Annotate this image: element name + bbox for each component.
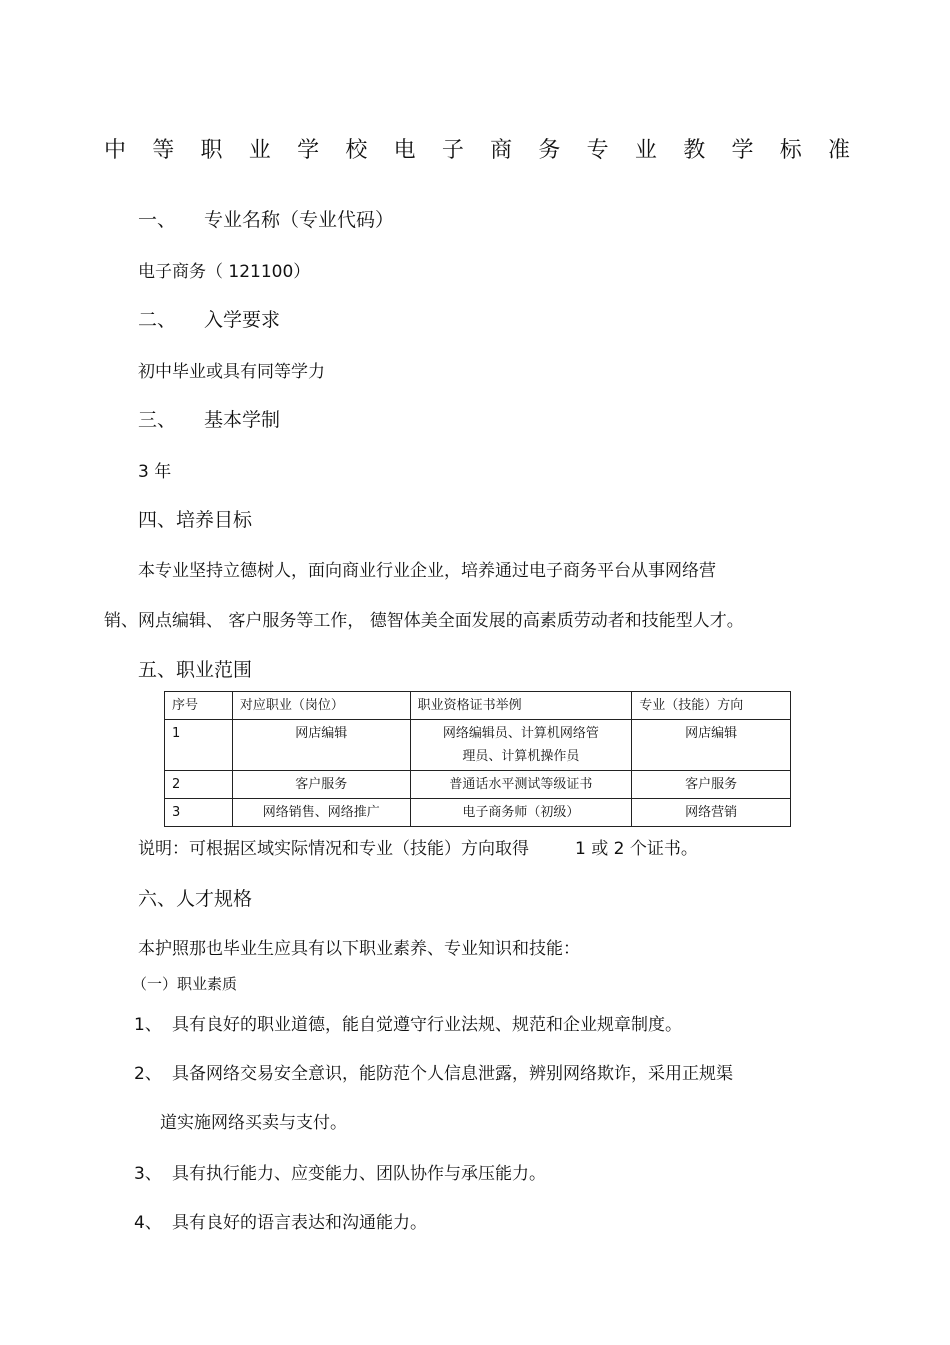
section-number: 一、 (138, 209, 177, 231)
table-cell-no: 2 (165, 771, 233, 799)
table-header-row (165, 692, 791, 720)
subheading-quality: （一）职业素质 (132, 975, 238, 993)
title-char: 学 (731, 138, 754, 163)
section-heading-6: 六、人才规格 (138, 888, 253, 910)
occupation-table (164, 691, 791, 827)
list-item-text: 具有执行能力、应变能力、团队协作与承压能力。 (172, 1164, 546, 1184)
table-row (165, 771, 791, 799)
note-count: 1 或 2 个证书。 (575, 839, 698, 859)
section-number: 二、 (138, 309, 177, 331)
section-label: 专业名称（专业代码） (204, 209, 395, 231)
list-item (134, 1208, 427, 1233)
list-item-number: 3、 (134, 1164, 162, 1184)
title-char: 教 (683, 138, 706, 163)
note-text: 说明：可根据区域实际情况和专业（技能）方向取得 (138, 839, 529, 859)
goal-paragraph-line-1: 本专业坚持立德树人，面向商业行业企业，培养通过电子商务平台从事网络营 (138, 561, 716, 581)
list-item-text: 具有良好的职业道德，能自觉遵守行业法规、规范和企业规章制度。 (172, 1015, 682, 1035)
section-label: 基本学制 (204, 409, 281, 431)
list-item-text: 具备网络交易安全意识，能防范个人信息泄露，辨别网络欺诈，采用正规渠 (172, 1064, 733, 1084)
list-item-number: 2、 (134, 1064, 162, 1084)
table-row (165, 799, 791, 827)
table-cell-job: 网络销售、网络推广 (232, 799, 410, 827)
goal-paragraph-line-2: 销、网点编辑、 客户服务等工作， 德智体美全面发展的高素质劳动者和技能型人才。 (104, 611, 744, 631)
table-cell-direction: 客户服务 (632, 771, 791, 799)
list-item (134, 1059, 733, 1084)
list-item-text: 具有良好的语言表达和沟通能力。 (172, 1213, 427, 1233)
spec-intro: 本护照那也毕业生应具有以下职业素养、专业知识和技能： (138, 939, 580, 959)
section-number: 三、 (138, 409, 177, 431)
title-char: 准 (827, 138, 850, 163)
title-char: 业 (634, 138, 657, 163)
section-heading-3 (138, 405, 280, 432)
title-char: 商 (490, 138, 513, 163)
table-header-cell: 专业（技能）方向 (632, 692, 791, 720)
list-item-continuation: 道实施网络买卖与支付。 (160, 1113, 347, 1133)
list-item (134, 1159, 546, 1184)
table-header-cell: 职业资格证书举例 (410, 692, 632, 720)
major-name: 电子商务（ 121100） (138, 262, 311, 282)
title-char: 职 (200, 138, 223, 163)
section-heading-2 (138, 305, 280, 332)
table-cell-direction: 网店编辑 (632, 720, 791, 771)
title-char: 校 (345, 138, 368, 163)
cert-line: 理员、计算机操作员 (462, 749, 580, 764)
title-char: 等 (152, 138, 175, 163)
title-char: 子 (441, 138, 464, 163)
title-char: 专 (586, 138, 609, 163)
section-heading-1 (138, 205, 394, 232)
table-note (138, 834, 698, 859)
table-cell-no: 1 (165, 720, 233, 771)
table-cell-no: 3 (165, 799, 233, 827)
table-header-cell: 对应职业（岗位） (232, 692, 410, 720)
study-years: 3 年 (138, 462, 172, 482)
list-item-number: 4、 (134, 1213, 162, 1233)
entry-requirement: 初中毕业或具有同等学力 (138, 362, 325, 382)
title-char: 电 (393, 138, 416, 163)
table-cell-job: 客户服务 (232, 771, 410, 799)
table-cell-job: 网店编辑 (232, 720, 410, 771)
table-cell-direction: 网络营销 (632, 799, 791, 827)
table-cell-cert: 电子商务师（初级） (410, 799, 632, 827)
table-row (165, 720, 791, 771)
title-char: 标 (779, 138, 802, 163)
table-cell-cert (410, 720, 632, 771)
section-heading-5: 五、职业范围 (138, 659, 253, 681)
title-char: 中 (104, 138, 127, 163)
cert-line: 网络编辑员、计算机网络管 (442, 726, 599, 741)
section-heading-4: 四、培养目标 (138, 509, 253, 531)
section-label: 入学要求 (204, 309, 281, 331)
table-header-cell: 序号 (165, 692, 233, 720)
list-item-number: 1、 (134, 1015, 162, 1035)
title-char: 务 (538, 138, 561, 163)
list-item (134, 1010, 682, 1035)
title-char: 业 (248, 138, 271, 163)
document-title (104, 133, 850, 164)
title-char: 学 (297, 138, 320, 163)
table-cell-cert: 普通话水平测试等级证书 (410, 771, 632, 799)
